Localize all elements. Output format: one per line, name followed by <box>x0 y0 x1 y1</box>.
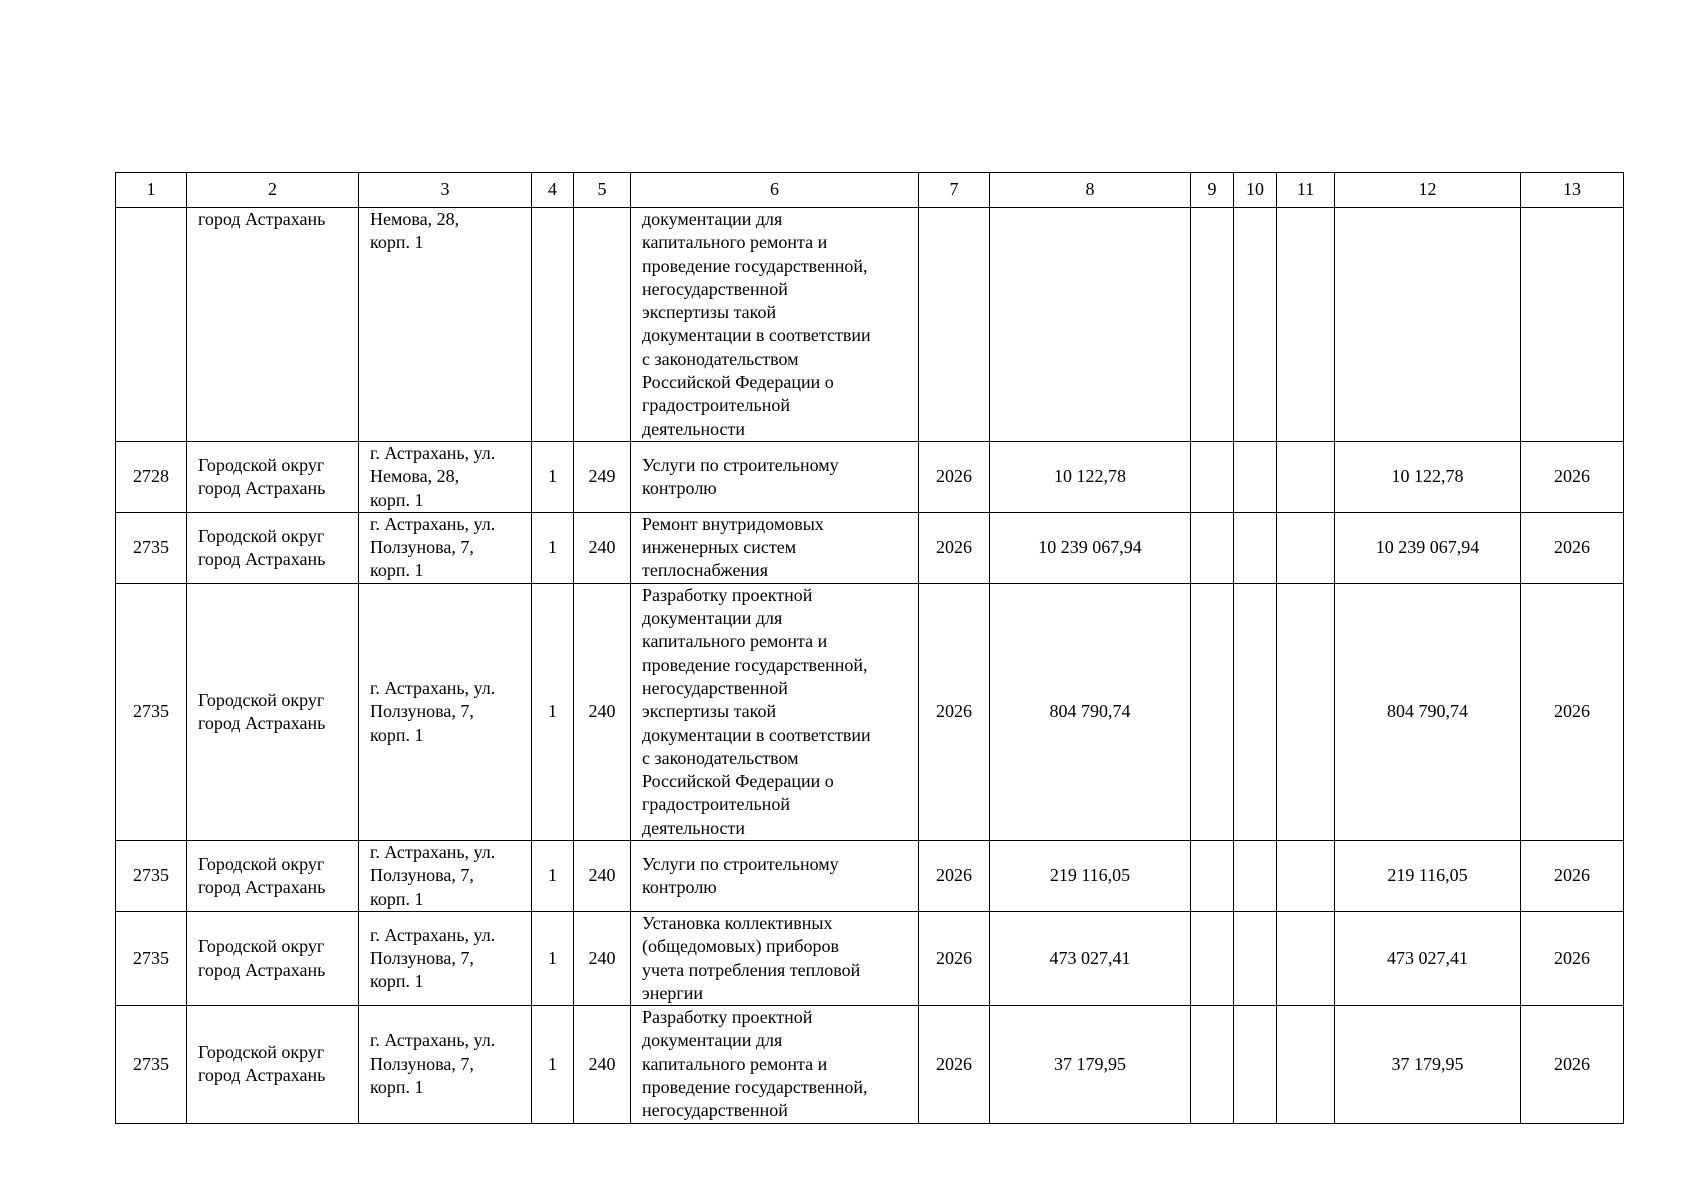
col11-cell <box>1277 441 1335 512</box>
municipality-cell: Городской округ город Астрахань <box>187 911 359 1005</box>
table-row <box>116 911 1624 1005</box>
col12-cell: 473 027,41 <box>1335 911 1521 1005</box>
col11-cell <box>1277 841 1335 912</box>
column-header-7: 7 <box>919 173 990 208</box>
work-type-cell: Установка коллективных (общедомовых) приборов учета потребления тепловой энергии <box>631 911 919 1005</box>
work-type-cell: документации для капитального ремонта и проведение государственной, негосударственной экспертизы такой документации в соответствии с законодательством Российской Федерации о градостроительной деятельности <box>631 208 919 442</box>
col12-cell: 37 179,95 <box>1335 1006 1521 1123</box>
col11-cell <box>1277 911 1335 1005</box>
table-body <box>116 208 1624 1124</box>
col4-cell: 1 <box>532 911 574 1005</box>
table-row <box>116 841 1624 912</box>
col13-cell: 2026 <box>1521 841 1624 912</box>
row-number: 2735 <box>116 841 187 912</box>
row-number: 2735 <box>116 583 187 840</box>
cost-cell: 804 790,74 <box>990 583 1191 840</box>
col4-cell: 1 <box>532 841 574 912</box>
cost-cell: 10 122,78 <box>990 441 1191 512</box>
work-type-cell: Услуги по строительному контролю <box>631 841 919 912</box>
col13-cell: 2026 <box>1521 583 1624 840</box>
column-header-6: 6 <box>631 173 919 208</box>
address-cell: г. Астрахань, ул. Немова, 28, корп. 1 <box>359 441 532 512</box>
col9-cell <box>1191 583 1234 840</box>
municipality-cell: Городской округ город Астрахань <box>187 841 359 912</box>
work-type-cell: Ремонт внутридомовых инженерных систем теплоснабжения <box>631 512 919 583</box>
year-cell: 2026 <box>919 512 990 583</box>
municipality-cell: Городской округ город Астрахань <box>187 1006 359 1123</box>
col9-cell <box>1191 1006 1234 1123</box>
col10-cell <box>1234 208 1277 442</box>
column-header-11: 11 <box>1277 173 1335 208</box>
col10-cell <box>1234 911 1277 1005</box>
col10-cell <box>1234 1006 1277 1123</box>
col5-cell: 249 <box>574 441 631 512</box>
col5-cell: 240 <box>574 1006 631 1123</box>
cost-cell: 219 116,05 <box>990 841 1191 912</box>
col10-cell <box>1234 512 1277 583</box>
col13-cell: 2026 <box>1521 441 1624 512</box>
col12-cell: 804 790,74 <box>1335 583 1521 840</box>
col13-cell: 2026 <box>1521 1006 1624 1123</box>
col11-cell <box>1277 512 1335 583</box>
work-type-cell: Разработку проектной документации для капитального ремонта и проведение государственной, негосударственной экспертизы такой документации в соответствии с законодательством Российской Федерации о градостроительной деятельности <box>631 583 919 840</box>
col4-cell: 1 <box>532 1006 574 1123</box>
work-type-cell: Услуги по строительному контролю <box>631 441 919 512</box>
table-row <box>116 1006 1624 1123</box>
col5-cell: 240 <box>574 911 631 1005</box>
year-cell <box>919 208 990 442</box>
address-cell: г. Астрахань, ул. Ползунова, 7, корп. 1 <box>359 512 532 583</box>
col9-cell <box>1191 911 1234 1005</box>
col12-cell: 10 239 067,94 <box>1335 512 1521 583</box>
row-number: 2728 <box>116 441 187 512</box>
col10-cell <box>1234 583 1277 840</box>
year-cell: 2026 <box>919 911 990 1005</box>
address-cell: г. Астрахань, ул. Ползунова, 7, корп. 1 <box>359 841 532 912</box>
cost-cell: 473 027,41 <box>990 911 1191 1005</box>
col5-cell: 240 <box>574 512 631 583</box>
column-header-13: 13 <box>1521 173 1624 208</box>
col11-cell <box>1277 1006 1335 1123</box>
row-number <box>116 208 187 442</box>
row-number: 2735 <box>116 1006 187 1123</box>
row-number: 2735 <box>116 911 187 1005</box>
column-header-1: 1 <box>116 173 187 208</box>
column-header-2: 2 <box>187 173 359 208</box>
cost-cell <box>990 208 1191 442</box>
col11-cell <box>1277 208 1335 442</box>
table-row <box>116 512 1624 583</box>
column-header-12: 12 <box>1335 173 1521 208</box>
column-header-10: 10 <box>1234 173 1277 208</box>
col12-cell: 219 116,05 <box>1335 841 1521 912</box>
col9-cell <box>1191 441 1234 512</box>
col5-cell: 240 <box>574 583 631 840</box>
col10-cell <box>1234 841 1277 912</box>
cost-cell: 37 179,95 <box>990 1006 1191 1123</box>
capital-repair-table <box>115 172 1624 1124</box>
row-number: 2735 <box>116 512 187 583</box>
column-header-4: 4 <box>532 173 574 208</box>
year-cell: 2026 <box>919 583 990 840</box>
column-header-8: 8 <box>990 173 1191 208</box>
col13-cell <box>1521 208 1624 442</box>
cost-cell: 10 239 067,94 <box>990 512 1191 583</box>
address-cell: г. Астрахань, ул. Ползунова, 7, корп. 1 <box>359 583 532 840</box>
col4-cell: 1 <box>532 441 574 512</box>
col4-cell <box>532 208 574 442</box>
address-cell: Немова, 28, корп. 1 <box>359 208 532 442</box>
address-cell: г. Астрахань, ул. Ползунова, 7, корп. 1 <box>359 911 532 1005</box>
column-header-3: 3 <box>359 173 532 208</box>
col9-cell <box>1191 208 1234 442</box>
header-row <box>116 173 1624 208</box>
col13-cell: 2026 <box>1521 512 1624 583</box>
table-row <box>116 583 1624 840</box>
column-header-5: 5 <box>574 173 631 208</box>
municipality-cell: Городской округ город Астрахань <box>187 441 359 512</box>
table-row <box>116 208 1624 442</box>
col9-cell <box>1191 512 1234 583</box>
col10-cell <box>1234 441 1277 512</box>
col5-cell <box>574 208 631 442</box>
municipality-cell: Городской округ город Астрахань <box>187 512 359 583</box>
year-cell: 2026 <box>919 441 990 512</box>
col9-cell <box>1191 841 1234 912</box>
year-cell: 2026 <box>919 1006 990 1123</box>
col13-cell: 2026 <box>1521 911 1624 1005</box>
address-cell: г. Астрахань, ул. Ползунова, 7, корп. 1 <box>359 1006 532 1123</box>
col4-cell: 1 <box>532 512 574 583</box>
municipality-cell: Городской округ город Астрахань <box>187 583 359 840</box>
work-type-cell: Разработку проектной документации для капитального ремонта и проведение государственной, негосударственной <box>631 1006 919 1123</box>
col11-cell <box>1277 583 1335 840</box>
year-cell: 2026 <box>919 841 990 912</box>
column-header-9: 9 <box>1191 173 1234 208</box>
col4-cell: 1 <box>532 583 574 840</box>
col12-cell <box>1335 208 1521 442</box>
col5-cell: 240 <box>574 841 631 912</box>
col12-cell: 10 122,78 <box>1335 441 1521 512</box>
table-row <box>116 441 1624 512</box>
municipality-cell: город Астрахань <box>187 208 359 442</box>
